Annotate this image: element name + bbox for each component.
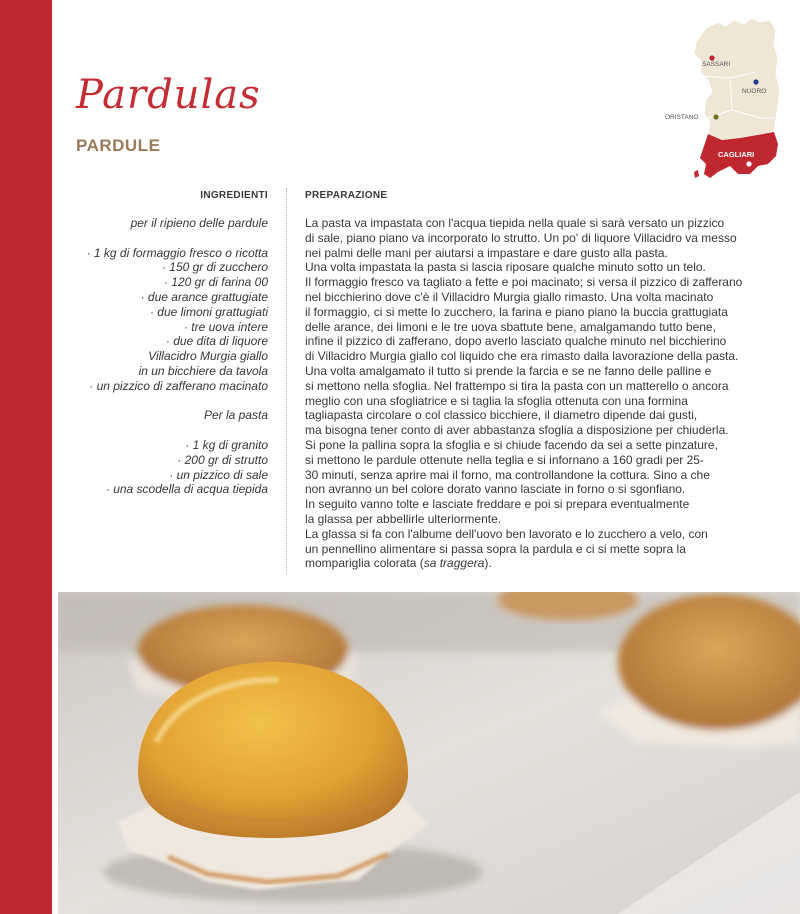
- island-shape: [694, 170, 699, 178]
- preparation-line: Una volta impastata la pasta si lascia riposare qualche minuto sotto un telo.: [305, 260, 706, 275]
- preparation-line: meglio con una sfogliatrice e si taglia la sfoglia ottenuta con una formina: [305, 393, 688, 408]
- nuoro-marker: [753, 79, 758, 84]
- preparation-last-line: mompariglia colorata (sa traggera).: [305, 556, 492, 571]
- preparation-line: nel bicchierino dove c'è il Villacidro Murgia giallo rimasto. Una volta macinato: [305, 289, 714, 304]
- preparation-line: delle arance, dei limoni e le tre uova sbattute bene, amalgamando tutto bene,: [305, 319, 716, 334]
- cagliari-marker: [746, 161, 751, 166]
- preparation-line: Il formaggio fresco va tagliato a fette e poi macinato; si versa il pizzico di zafferano: [305, 275, 743, 290]
- preparation-line: nei palmi delle mani per aiutarsi a impastare e dare gusto alla pasta.: [305, 245, 668, 260]
- pasta-heading: Per la pasta: [203, 408, 268, 423]
- preparation-line: la glassa per abbellirle ulteriormente.: [305, 511, 502, 526]
- sassari-marker: [709, 55, 714, 60]
- filling-heading: per il ripieno delle pardule: [130, 216, 268, 230]
- preparation-line: di Villacidro Murgia giallo col liquido che era rimasto dalla lavorazione della pasta.: [305, 349, 739, 364]
- ingredient-item: · due dita di liquore: [165, 334, 268, 349]
- oristano-label: ORISTANO: [665, 114, 699, 121]
- ingredient-item: in un bicchiere da tavola: [138, 363, 268, 378]
- recipe-subtitle: PARDULE: [76, 136, 161, 155]
- preparation-line: Si pone la pallina sopra la sfoglia e si chiude facendo da sei a sette pinzature,: [305, 437, 718, 452]
- oristano-marker: [713, 114, 718, 119]
- column-divider: [286, 188, 287, 574]
- ingredient-item: · un pizzico di zafferano macinato: [89, 378, 268, 393]
- ingredient-item: · tre uova intere: [183, 319, 268, 334]
- ingredient-item: · 1 kg di granito: [185, 437, 268, 452]
- preparation-text: [305, 216, 775, 571]
- red-spine-band: [0, 0, 52, 914]
- preparation-line: non avranno un bel colore dorato vanno lasciate in forno o si sgonfiano.: [305, 482, 686, 497]
- nuoro-label: NUORO: [742, 88, 767, 95]
- cagliari-label: CAGLIARI: [718, 150, 755, 159]
- preparation-line: si mettono nella sfoglia. Nel frattempo si tira la pasta con un matterello o ancora: [305, 378, 729, 393]
- ingredient-item: · due arance grattugiate: [140, 289, 268, 304]
- preparation-line: si mettono le pardule ottenute nella teglia e si infornano a 160 gradi per 25-: [305, 452, 704, 467]
- ingredient-item: Villacidro Murgia giallo: [148, 349, 268, 364]
- sardinia-map: [660, 14, 788, 190]
- preparation-line: La pasta va impastata con l'acqua tiepida nella quale si sarà versato un pizzico: [305, 216, 725, 230]
- preparation-line: il formaggio, ci si mette lo zucchero, la farina e piano piano la buccia grattugiata: [305, 304, 728, 319]
- preparation-line: un pennellino alimentare si passa sopra la pardula e ci si mette sopra la: [305, 541, 686, 556]
- ingredient-item: · un pizzico di sale: [169, 467, 268, 482]
- preparation-heading: PREPARAZIONE: [305, 190, 388, 201]
- preparation-line: di sale, piano piano va incorporato lo strutto. Un po' di liquore Villacidro va messo: [305, 230, 737, 245]
- ingredient-item: · una scodella di acqua tiepida: [105, 482, 268, 497]
- preparation-line: Una volta amalgamato il tutto si prende la farcia e se ne fanno delle palline e: [305, 363, 712, 378]
- preparation-line: tagliapasta circolare o col classico bicchiere, il diametro dipende dai gusti,: [305, 408, 698, 423]
- preparation-line: 30 minuti, senza aprire mai il forno, ma controllandone la cottura. Sino a che: [305, 467, 710, 482]
- ingredients-list: [68, 216, 268, 497]
- ingredient-item: · 150 gr di zucchero: [161, 260, 268, 275]
- recipe-title: Pardulas: [76, 72, 261, 118]
- pardulas-photo: [58, 592, 800, 914]
- preparation-line: infine il pizzico di zafferano, dopo averlo lasciato qualche minuto nel bicchierino: [305, 334, 727, 349]
- ingredient-item: · due limoni grattugiati: [149, 304, 268, 319]
- ingredient-item: · 200 gr di strutto: [177, 452, 268, 467]
- ingredients-heading: INGREDIENTI: [200, 190, 268, 201]
- sardinia-land: [694, 18, 780, 140]
- preparation-line: ma bisogna tener conto di aver abbastanza sfoglia a disposizione per chiuderla.: [305, 423, 729, 438]
- ingredient-item: · 1 kg di formaggio fresco o ricotta: [86, 245, 268, 260]
- preparation-line: La glassa si fa con l'albume dell'uovo ben lavorato e lo zucchero a velo, con: [305, 526, 708, 541]
- preparation-line: In seguito vanno tolte e lasciate freddare e poi si prepara eventualmente: [305, 497, 690, 512]
- sassari-label: SASSARI: [702, 61, 731, 68]
- ingredient-item: · 120 gr di farina 00: [163, 275, 268, 290]
